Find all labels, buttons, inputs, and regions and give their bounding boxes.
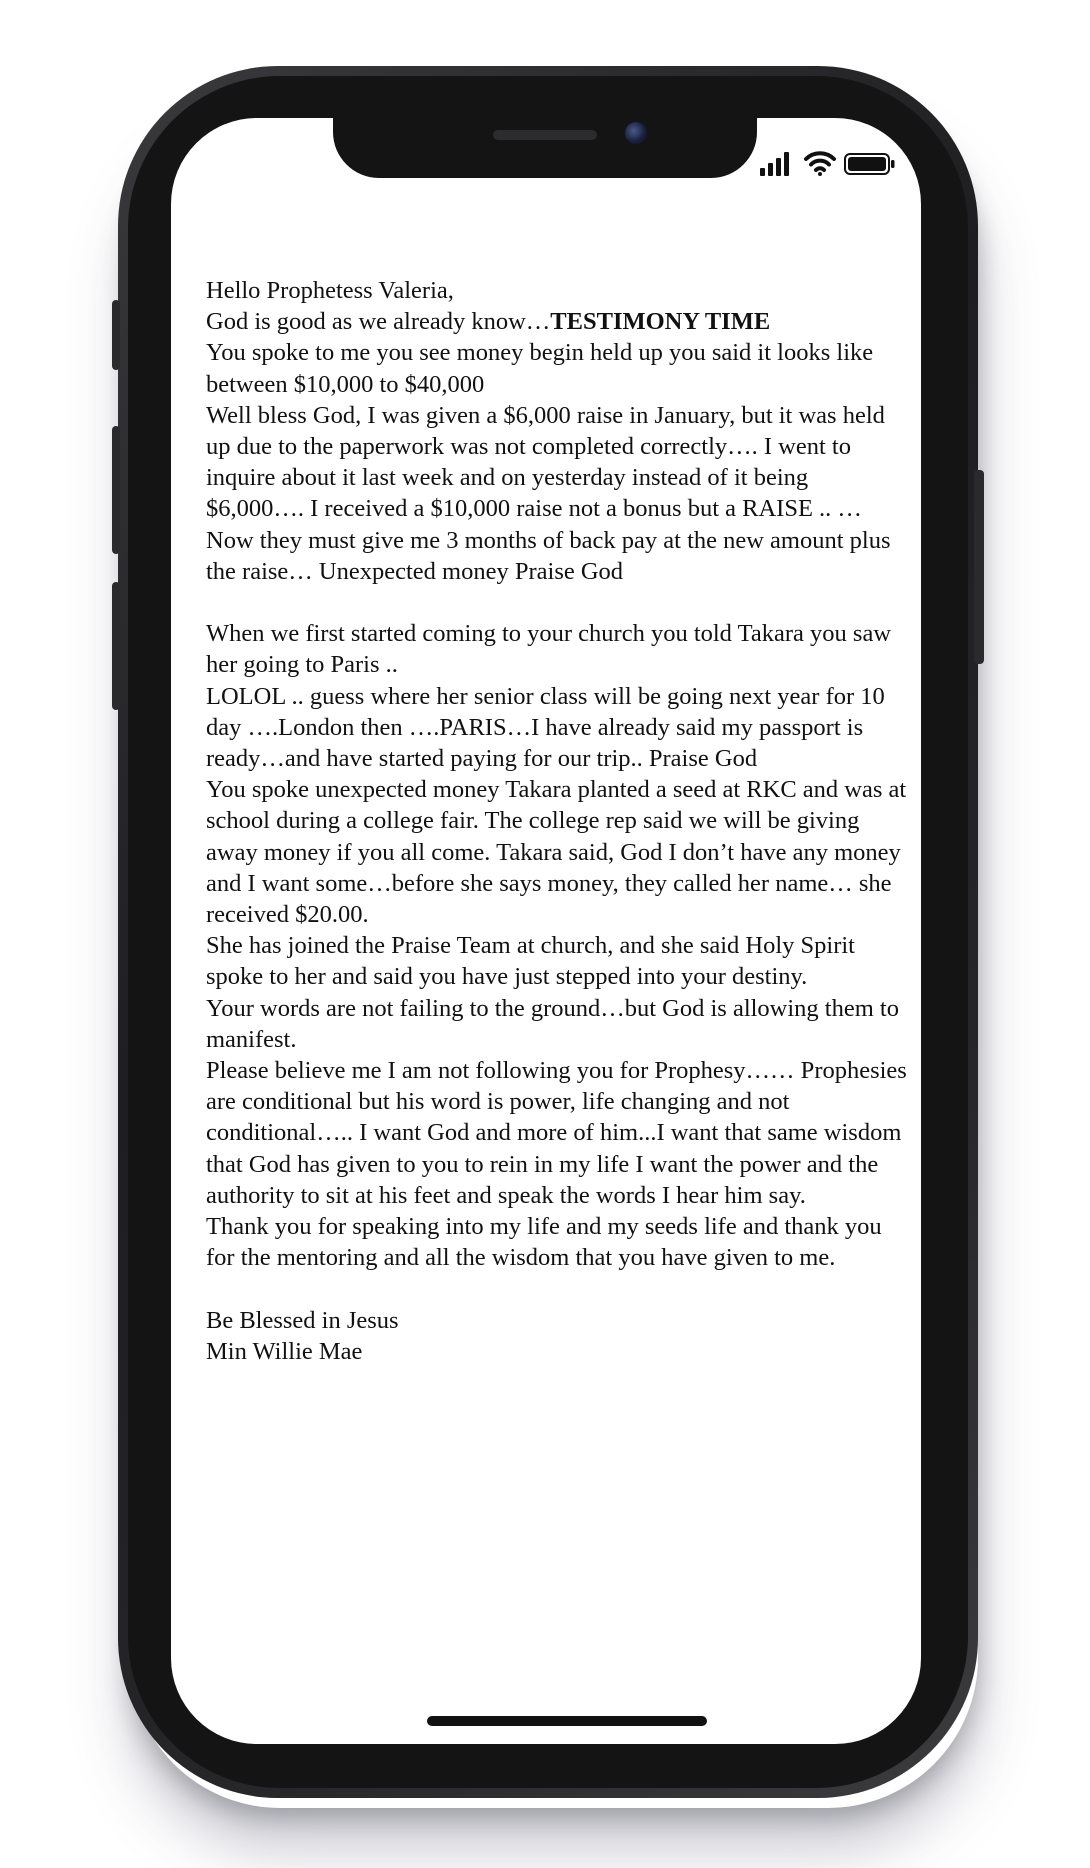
- blank-line: [206, 587, 908, 618]
- battery-icon: [844, 153, 896, 175]
- paragraph-10: Thank you for speaking into my life and my seeds life and thank you for the mentoring and all the wisdom that you have given to me.: [206, 1213, 882, 1272]
- status-bar: [760, 150, 900, 178]
- power-button: [974, 470, 984, 664]
- paragraph-8: Your words are not failing to the ground…but God is allowing them to manifest.: [206, 994, 899, 1053]
- silent-switch: [112, 300, 120, 370]
- paragraph-3: Now they must give me 3 months of back pay at the new amount plus the raise… Unexpected money Praise God: [206, 526, 891, 585]
- greeting: Hello Prophetess Valeria,: [206, 277, 454, 304]
- wifi-icon: [804, 150, 836, 176]
- signal-icon: [760, 152, 794, 176]
- closing: Be Blessed in Jesus: [206, 1306, 399, 1334]
- blank-line: [206, 1273, 908, 1304]
- signature: Min Willie Mae: [206, 1337, 363, 1365]
- paragraph-7: She has joined the Praise Team at church, and she said Holy Spirit spoke to her and said you have just stepped into your destiny.: [206, 932, 855, 991]
- paragraph-9: Please believe me I am not following you for Prophesy…… Prophesies are conditional but his word is power, life changing and not conditional….. I want God and more of him...I want that same wisdom that God has given to you to rein in my life I want the power and the authority to sit at his feet and speak the words I hear him say.: [206, 1057, 907, 1209]
- volume-up-button: [112, 426, 120, 554]
- notch: [333, 118, 757, 178]
- volume-down-button: [112, 582, 120, 710]
- intro-line: [206, 306, 908, 337]
- paragraph-5: LOLOL .. guess where her senior class will be going next year for 10 day ….London then ….PARIS…I have already said my passport is ready…and have started paying for our trip.. Praise God: [206, 682, 885, 773]
- paragraph-1: You spoke to me you see money begin held up you said it looks like between $10,000 to $40,000: [206, 339, 874, 398]
- home-indicator[interactable]: [427, 1716, 707, 1726]
- front-camera: [625, 122, 647, 144]
- paragraph-2: Well bless God, I was given a $6,000 raise in January, but it was held up due to the paperwork was not completed correctly…. I went to inquire about it last week and on yesterday instead of it being $6,000…. I received a $10,000 raise not a bonus but a RAISE .. …: [206, 401, 885, 523]
- paragraph-4: When we first started coming to your church you told Takara you saw her going to Paris ..: [206, 620, 892, 679]
- speaker-grille: [493, 130, 597, 140]
- testimony-heading: TESTIMONY TIME: [550, 308, 771, 336]
- intro-text: God is good as we already know…: [206, 308, 551, 336]
- paragraph-6: You spoke unexpected money Takara planted a seed at RKC and was at school during a college fair. The college rep said we will be giving away money if you all come. Takara said, God I don’t have any money and I want some…before she says money, they called her name… she received $20.00.: [206, 776, 907, 929]
- message-body: [206, 275, 908, 1367]
